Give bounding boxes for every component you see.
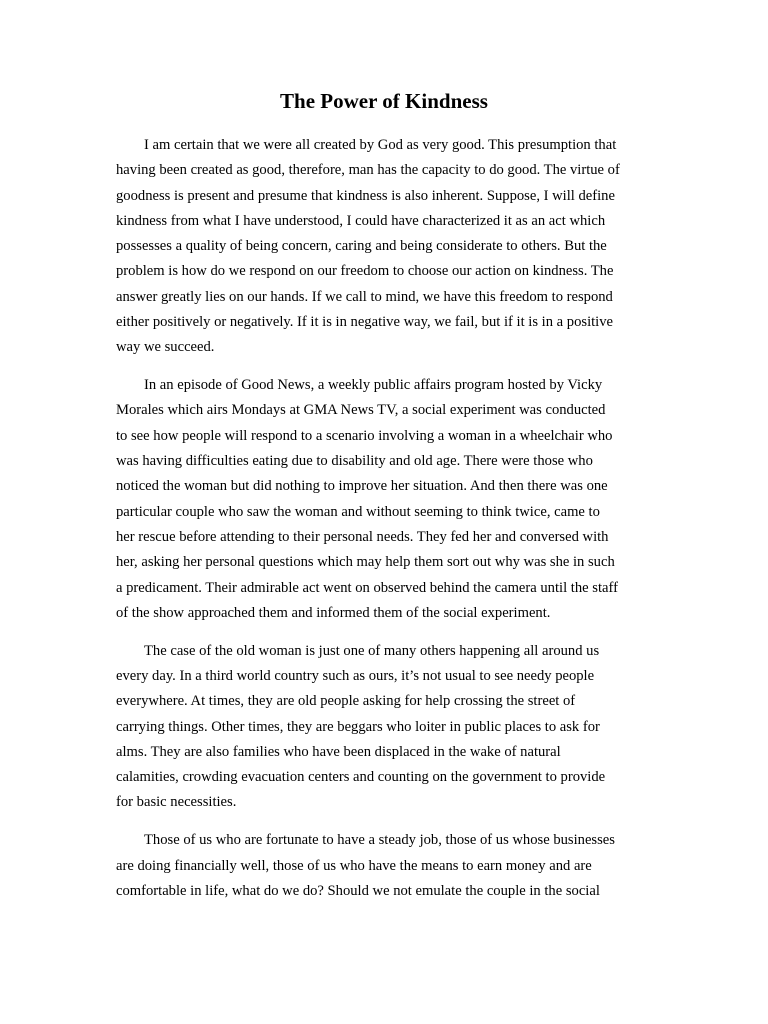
- text-line: goodness is present and presume that kindness is also inherent. Suppose, I will define: [116, 187, 615, 204]
- text-line: to see how people will respond to a scenario involving a woman in a wheelchair who: [116, 427, 613, 444]
- text-line: having been created as good, therefore, man has the capacity to do good. The virtue of: [116, 162, 620, 179]
- text-line: noticed the woman but did nothing to improve her situation. And then there was one: [116, 478, 608, 495]
- text-line: of the show approached them and informed them of the social experiment.: [116, 604, 551, 621]
- paragraph-4: [116, 828, 644, 904]
- text-line: carrying things. Other times, they are beggars who loiter in public places to ask for: [116, 718, 600, 735]
- text-line: In an episode of Good News, a weekly public affairs program hosted by Vicky: [144, 377, 603, 394]
- document-title: The Power of Kindness: [280, 89, 488, 113]
- text-line: answer greatly lies on our hands. If we call to mind, we have this freedom to respond: [116, 288, 613, 305]
- text-line: a predicament. Their admirable act went on observed behind the camera until the staff: [116, 579, 618, 596]
- text-line: for basic necessities.: [116, 794, 237, 811]
- text-line: either positively or negatively. If it is in negative way, we fail, but if it is in a positive: [116, 314, 614, 331]
- paragraph-3: [116, 639, 644, 816]
- text-line: problem is how do we respond on our freedom to choose our action on kindness. The: [116, 263, 614, 280]
- text-line: every day. In a third world country such as ours, it’s not usual to see needy people: [116, 667, 595, 684]
- text-line: was having difficulties eating due to disability and old age. There were those who: [116, 453, 593, 470]
- text-line: Those of us who are fortunate to have a steady job, those of us whose businesses: [144, 832, 615, 849]
- text-line: way we succeed.: [116, 339, 215, 356]
- text-line: Morales which airs Mondays at GMA News TV, a social experiment was conducted: [116, 402, 606, 419]
- text-line: I am certain that we were all created by God as very good. This presumption that: [144, 137, 617, 153]
- document-body: [116, 133, 644, 917]
- paragraph-2: [116, 373, 644, 626]
- paragraph-1: [116, 133, 644, 361]
- text-line: The case of the old woman is just one of many others happening all around us: [144, 642, 600, 659]
- text-line: kindness from what I have understood, I could have characterized it as an act which: [116, 212, 606, 229]
- text-line: particular couple who saw the woman and without seeming to think twice, came to: [116, 503, 600, 520]
- text-line: everywhere. At times, they are old people asking for help crossing the street of: [116, 693, 576, 710]
- text-line: comfortable in life, what do we do? Should we not emulate the couple in the social: [116, 882, 600, 899]
- text-line: her, asking her personal questions which may help them sort out why was she in such: [116, 554, 615, 571]
- text-line: her rescue before attending to their personal needs. They fed her and conversed with: [116, 528, 609, 545]
- text-line: calamities, crowding evacuation centers and counting on the government to provide: [116, 769, 606, 786]
- text-line: alms. They are also families who have been displaced in the wake of natural: [116, 743, 561, 760]
- text-line: possesses a quality of being concern, caring and being considerate to others. But the: [116, 238, 607, 255]
- text-line: are doing financially well, those of us who have the means to earn money and are: [116, 857, 592, 874]
